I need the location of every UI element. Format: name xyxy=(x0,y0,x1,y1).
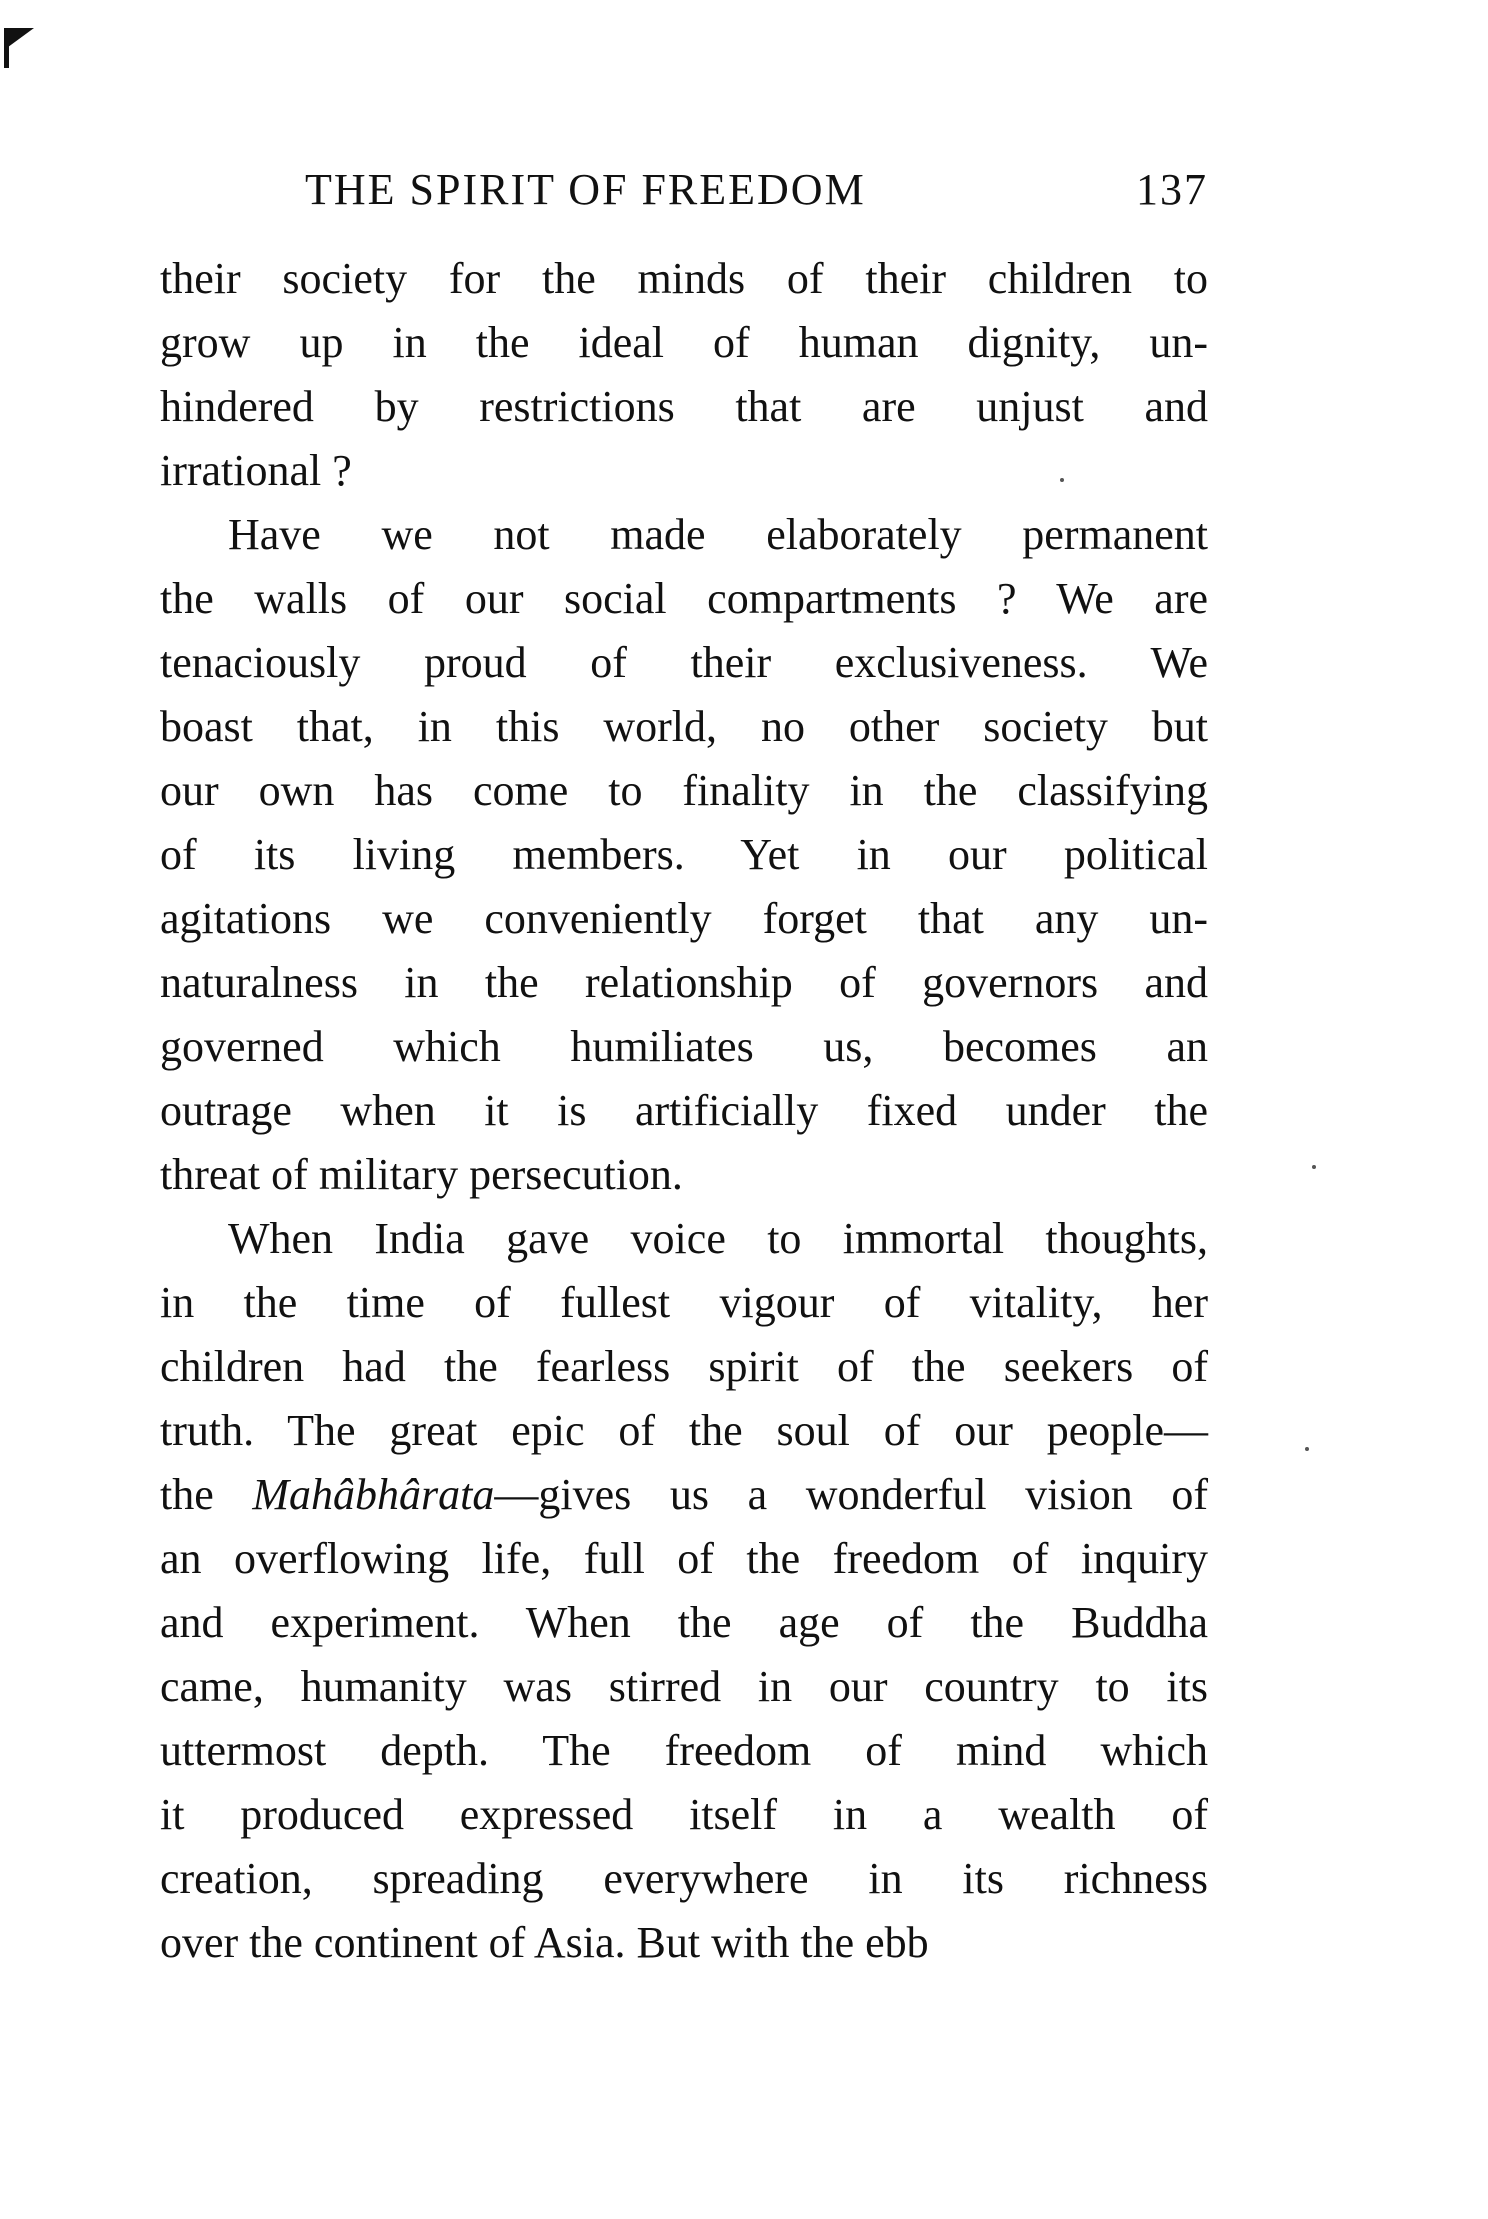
text-line: agitations we conveniently forget that any un- xyxy=(160,894,1208,943)
text-line: governed which humiliates us, becomes an xyxy=(160,1022,1208,1071)
text-line: came, humanity was stirred in our country to its xyxy=(160,1662,1208,1711)
text-line: hindered by restrictions that are unjust and xyxy=(160,382,1208,431)
text-line: the walls of our social compartments ? We are xyxy=(160,574,1208,623)
paragraph xyxy=(160,247,1208,503)
text-line: When India gave voice to immortal thoughts, xyxy=(228,1214,1208,1263)
italic-title: Mahâbhârata xyxy=(252,1470,495,1519)
text-run: the xyxy=(160,1470,253,1519)
body-text xyxy=(160,247,1208,1975)
text-line: outrage when it is artificially fixed under the xyxy=(160,1086,1208,1135)
text-line: children had the fearless spirit of the seekers of xyxy=(160,1342,1208,1391)
text-line: truth. The great epic of the soul of our people— xyxy=(160,1406,1208,1455)
text-line: boast that, in this world, no other society but xyxy=(160,702,1208,751)
text-line: Have we not made elaborately permanent xyxy=(228,510,1208,559)
paragraph xyxy=(160,503,1208,1207)
text-line: grow up in the ideal of human dignity, un- xyxy=(160,318,1208,367)
text-line: our own has come to finality in the classifying xyxy=(160,766,1208,815)
text-line: it produced expressed itself in a wealth of xyxy=(160,1790,1208,1839)
text-line: creation, spreading everywhere in its richness xyxy=(160,1854,1208,1903)
text-line: and experiment. When the age of the Buddha xyxy=(160,1598,1208,1647)
corner-crop-mark xyxy=(4,28,34,50)
text-line: irrational ? xyxy=(160,446,352,495)
text-line: naturalness in the relationship of governors and xyxy=(160,958,1208,1007)
running-head xyxy=(160,160,1208,220)
scan-speck xyxy=(1312,1165,1316,1169)
text-line: threat of military persecution. xyxy=(160,1150,683,1199)
text-line: their society for the minds of their children to xyxy=(160,254,1208,303)
running-head-title: THE SPIRIT OF FREEDOM xyxy=(305,165,866,214)
text-line: an overflowing life, full of the freedom of inquiry xyxy=(160,1534,1208,1583)
text-line xyxy=(160,1463,1208,1527)
text-run: —gives us a wonderful vision of xyxy=(494,1470,1208,1519)
text-line: over the continent of Asia. But with the ebb xyxy=(160,1918,929,1967)
text-line: uttermost depth. The freedom of mind which xyxy=(160,1726,1208,1775)
page-number: 137 xyxy=(1136,165,1208,214)
scan-speck xyxy=(1305,1447,1309,1451)
scan-speck xyxy=(1060,478,1064,482)
text-line: of its living members. Yet in our political xyxy=(160,830,1208,879)
text-line: in the time of fullest vigour of vitality, her xyxy=(160,1278,1208,1327)
text-line: tenaciously proud of their exclusiveness. We xyxy=(160,638,1208,687)
paragraph xyxy=(160,1207,1208,1975)
